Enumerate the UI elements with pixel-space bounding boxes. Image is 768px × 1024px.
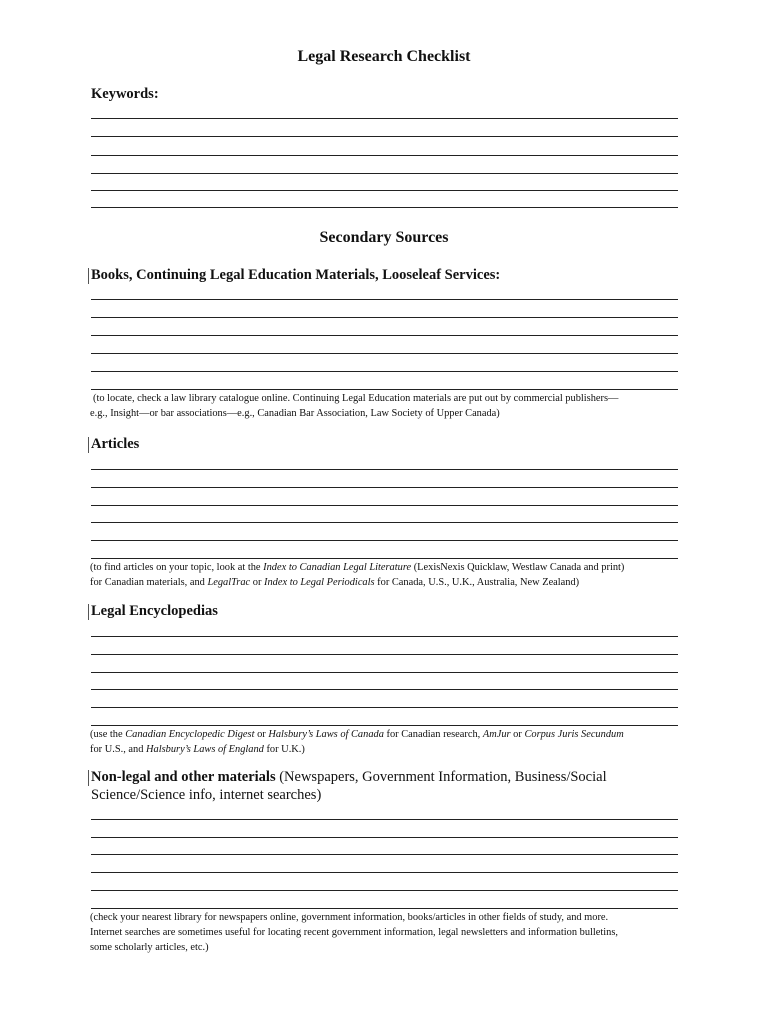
articles-label: Articles: [91, 436, 140, 452]
keywords-line: [91, 173, 678, 174]
nonlegal-line: [91, 890, 678, 891]
books-label: Books, Continuing Legal Education Materials, Looseleaf Services:: [91, 267, 501, 283]
nonlegal-label: [91, 768, 651, 804]
nonlegal-line: [91, 854, 678, 855]
checkbox-books[interactable]: [88, 268, 90, 284]
books-line: [91, 335, 678, 336]
encyclopedias-note: [90, 727, 690, 757]
keywords-label: Keywords:: [91, 86, 159, 102]
citation-title: LegalTrac: [207, 577, 251, 588]
page-title: Legal Research Checklist: [297, 48, 471, 65]
nonlegal-label-rest: (Newspapers, Government Information, Business/Social: [275, 769, 607, 785]
encyclopedias-line: [91, 707, 678, 708]
books-note-line: (to locate, check a law library catalogue online. Continuing Legal Education materials are put out by commercial publishers—: [93, 393, 619, 404]
articles-line: [91, 558, 678, 559]
nonlegal-label-bold: Non-legal and other materials: [91, 769, 276, 785]
citation-title: Index to Legal Periodicals: [264, 577, 375, 588]
keywords-line: [91, 190, 678, 191]
checkbox-nonlegal[interactable]: [88, 770, 90, 786]
citation-title: Index to Canadian Legal Literature: [263, 562, 412, 573]
articles-line: [91, 540, 678, 541]
citation-title: Halsbury’s Laws of England: [146, 744, 264, 755]
encyclopedias-line: [91, 636, 678, 637]
citation-title: Corpus Juris Secundum: [524, 729, 624, 740]
checkbox-articles[interactable]: [88, 437, 90, 453]
books-line: [91, 317, 678, 318]
nonlegal-label-line: Science/Science info, internet searches): [91, 787, 322, 803]
nonlegal-line: [91, 819, 678, 820]
secondary-sources-heading: Secondary Sources: [319, 229, 449, 246]
citation-title: Canadian Encyclopedic Digest: [125, 729, 255, 740]
citation-title: AmJur: [482, 729, 511, 740]
encyclopedias-label: Legal Encyclopedias: [91, 603, 218, 619]
nonlegal-note: [90, 910, 690, 955]
nonlegal-note-line: (check your nearest library for newspapers online, government information, books/articles in other fields of study, and more.: [90, 912, 609, 923]
citation-title: Halsbury’s Laws of Canada: [268, 729, 384, 740]
keywords-line: [91, 118, 678, 119]
nonlegal-note-line: Internet searches are sometimes useful for locating recent government information, legal newsletters and information bulletins,: [90, 927, 619, 938]
articles-line: [91, 469, 678, 470]
nonlegal-line: [91, 837, 678, 838]
encyclopedias-line: [91, 672, 678, 673]
nonlegal-line: [91, 872, 678, 873]
encyclopedias-line: [91, 725, 678, 726]
nonlegal-label-line: [91, 768, 651, 786]
articles-note-line: for Canadian materials, and LegalTrac or Index to Legal Periodicals for Canada, U.S., U.K., Australia, New Zealand): [90, 577, 580, 588]
encyclopedias-note-line: (use the Canadian Encyclopedic Digest or Halsbury’s Laws of Canada for Canadian research, AmJur or Corpus Juris Secundum: [90, 729, 624, 740]
keywords-line: [91, 207, 678, 208]
nonlegal-line: [91, 908, 678, 909]
articles-note: [90, 560, 690, 590]
books-note-line: e.g., Insight—or bar associations—e.g., Canadian Bar Association, Law Society of Upper Canada): [90, 408, 500, 419]
books-line: [91, 353, 678, 354]
keywords-line: [91, 136, 678, 137]
articles-line: [91, 487, 678, 488]
articles-line: [91, 505, 678, 506]
encyclopedias-line: [91, 654, 678, 655]
books-note: [90, 391, 690, 421]
keywords-line: [91, 155, 678, 156]
articles-line: [91, 522, 678, 523]
checkbox-encyclopedias[interactable]: [88, 604, 90, 620]
encyclopedias-line: [91, 689, 678, 690]
nonlegal-note-line: some scholarly articles, etc.): [90, 942, 209, 953]
books-line: [91, 389, 678, 390]
encyclopedias-note-line: for U.S., and Halsbury’s Laws of England for U.K.): [90, 744, 305, 755]
books-line: [91, 371, 678, 372]
books-line: [91, 299, 678, 300]
articles-note-line: (to find articles on your topic, look at the Index to Canadian Legal Literature (LexisNexis Quicklaw, Westlaw Canada and print): [90, 562, 625, 573]
